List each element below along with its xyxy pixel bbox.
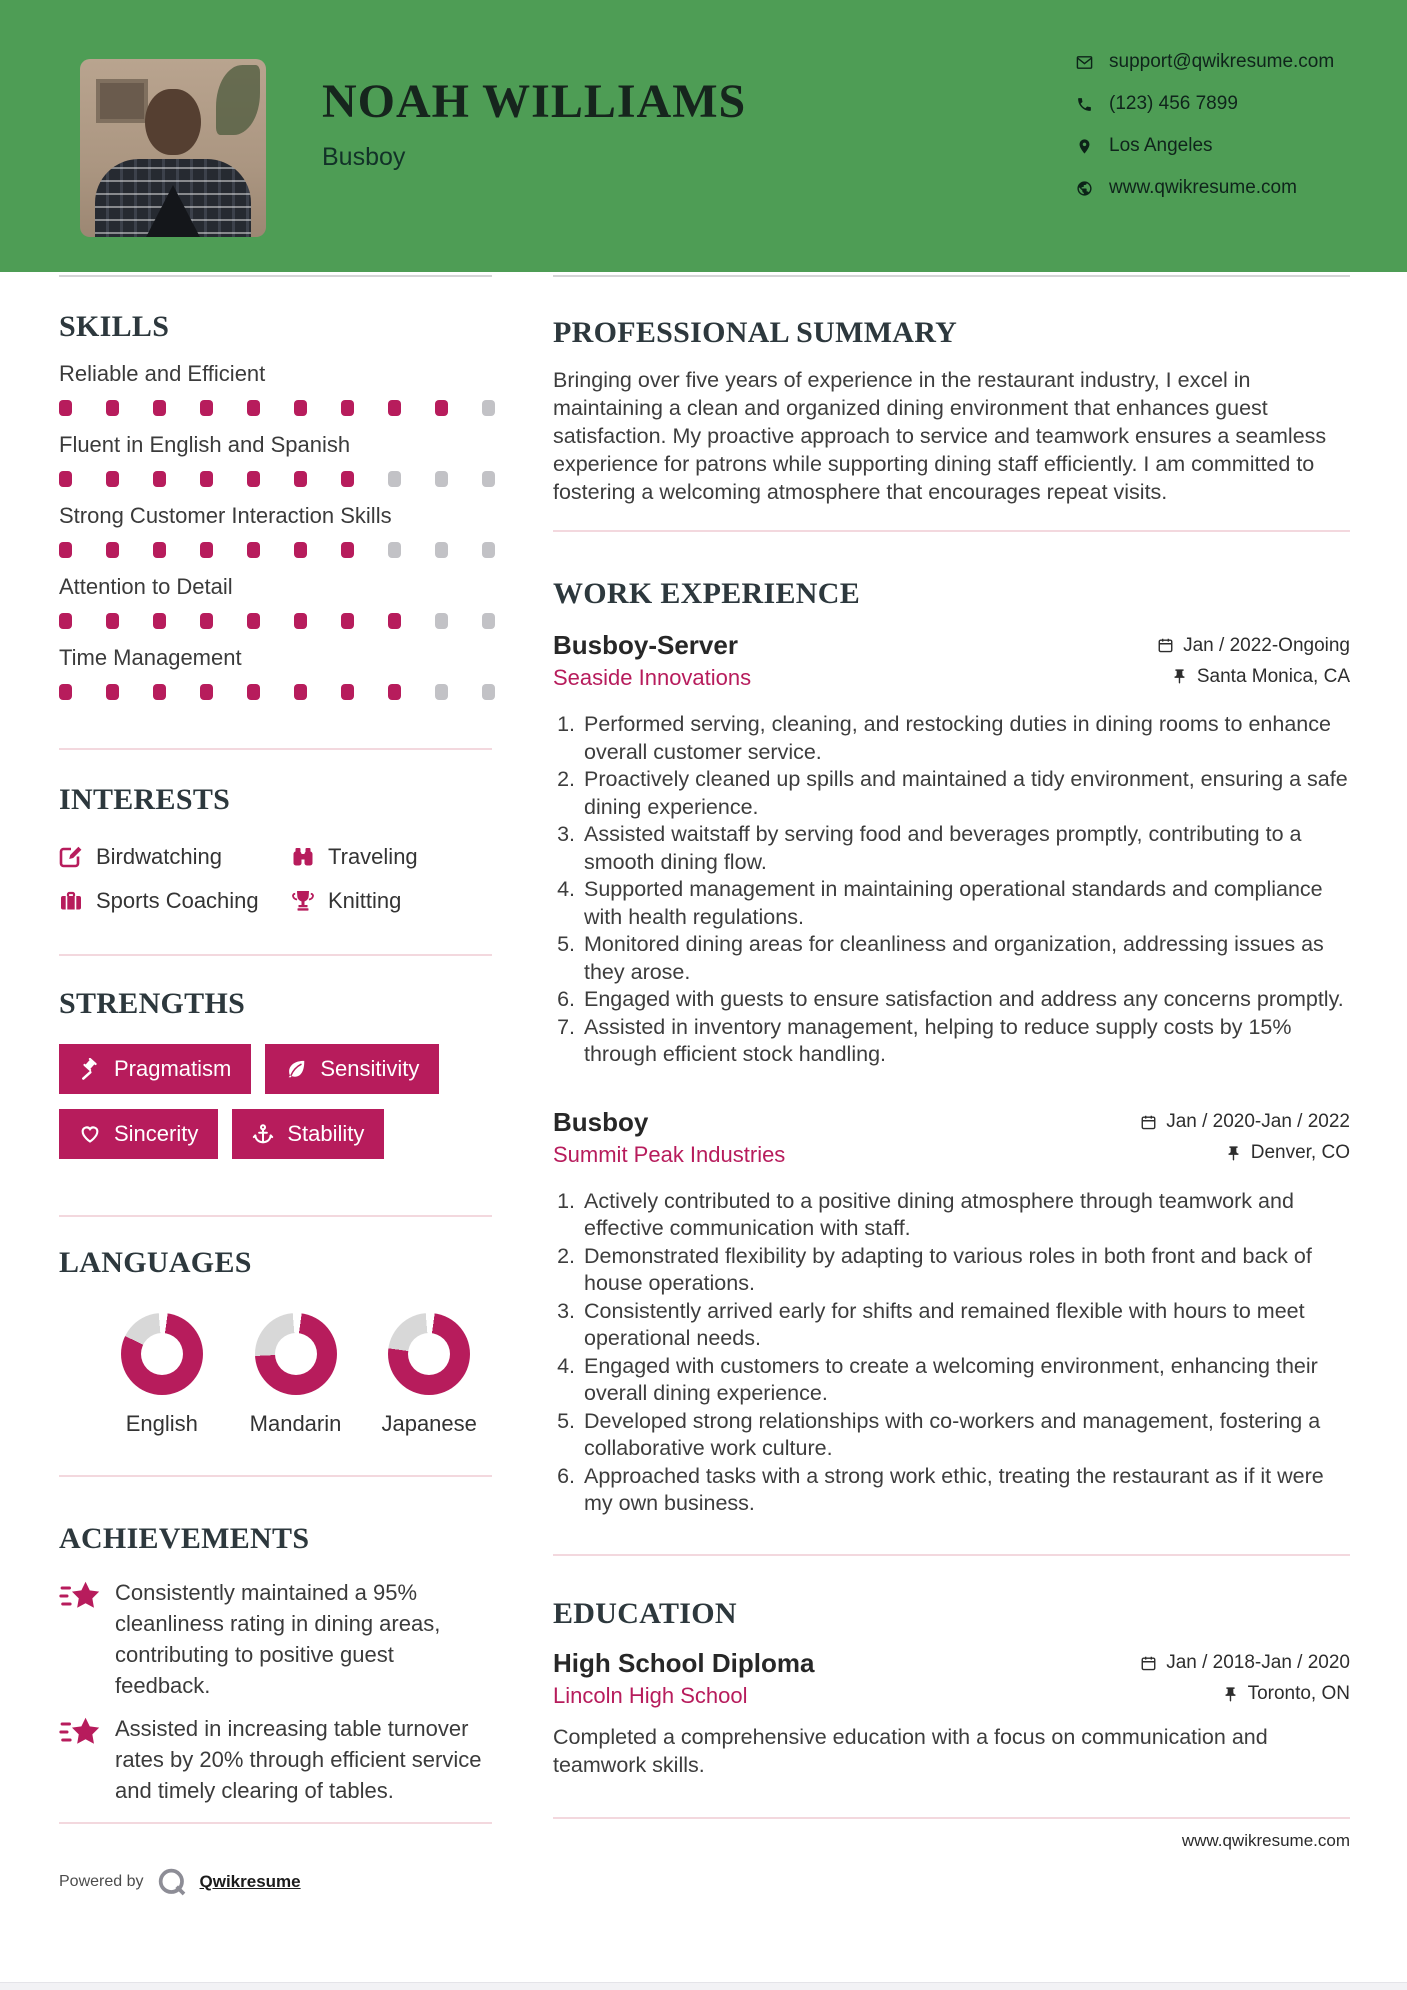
location-icon — [1076, 138, 1093, 155]
language-donut — [388, 1313, 470, 1395]
job-subheader-row — [553, 1142, 1350, 1168]
skill-rating-dot — [294, 400, 307, 416]
header — [0, 0, 1407, 272]
job-point: 1. Performed serving, cleaning, and restocking duties in dining rooms to enhance overall customer service. — [581, 711, 1350, 766]
contact-email — [1076, 48, 1334, 76]
skill-rating-dot — [153, 471, 166, 487]
photo-picture-frame — [96, 79, 148, 123]
skill-rating-dot — [435, 400, 448, 416]
job-point: 2. Proactively cleaned up spills and maintained a tidy environment, ensuring a safe dining experience. — [581, 766, 1350, 821]
contact-list — [1076, 48, 1334, 216]
skill-rating — [59, 613, 492, 629]
bottom-strip — [0, 1982, 1407, 1990]
donut-hole — [275, 1333, 317, 1375]
divider — [553, 530, 1350, 532]
job-location — [1225, 1142, 1350, 1164]
divider — [553, 1817, 1350, 1819]
skill-rating-dot — [59, 542, 72, 558]
phone-icon — [1076, 96, 1093, 113]
job-subheader-row — [553, 665, 1350, 691]
interest-label: Traveling — [328, 844, 418, 869]
language-label: English — [125, 1411, 198, 1436]
divider — [553, 1554, 1350, 1556]
pen-square-icon — [59, 845, 83, 869]
skill-rating-dot — [294, 684, 307, 700]
strength-label: Sensitivity — [320, 1056, 420, 1081]
skill-rating-dot — [341, 542, 354, 558]
divider — [553, 275, 1350, 277]
skill-rating-dot — [294, 613, 307, 629]
skill-rating-dot — [106, 684, 119, 700]
job-location-text: Santa Monica, CA — [1196, 665, 1350, 687]
achievements-heading: ACHIEVEMENTS — [59, 1522, 310, 1555]
education-location-text: Toronto, ON — [1247, 1683, 1350, 1704]
skill-rating-dot — [247, 684, 260, 700]
skill-rating-dot — [200, 471, 213, 487]
skills-heading: SKILLS — [59, 310, 170, 343]
content-columns — [0, 272, 1407, 1898]
language-label: Mandarin — [249, 1411, 342, 1436]
job-point: 2. Demonstrated flexibility by adapting to various roles in both front and back of house operations. — [581, 1243, 1350, 1298]
skill-rating-dot — [59, 613, 72, 629]
powered-by-label: Powered by — [59, 1873, 144, 1890]
interest-item — [291, 888, 492, 914]
interest-item — [291, 844, 492, 870]
gavel-icon — [79, 1058, 101, 1080]
skill-rating-dot — [200, 684, 213, 700]
photo-plant — [216, 65, 260, 135]
education-header-row — [553, 1648, 1350, 1679]
skill-rating-dot — [435, 542, 448, 558]
shooting-star-icon — [59, 1579, 101, 1613]
skill-rating-dot — [388, 613, 401, 629]
skill-rating-dot — [482, 613, 495, 629]
job-point: 5. Monitored dining areas for cleanliness and organization, addressing issues as they arose. — [581, 931, 1350, 986]
pushpin-icon — [1225, 1145, 1242, 1162]
education-entry — [553, 1648, 1350, 1779]
interest-label: Birdwatching — [96, 844, 222, 869]
contact-phone-text: (123) 456 7899 — [1109, 93, 1238, 114]
contact-phone — [1076, 90, 1334, 118]
language-item — [99, 1313, 225, 1437]
skill-rating-dot — [435, 471, 448, 487]
job-dates-text: Jan / 2022-Ongoing — [1183, 634, 1350, 656]
skill-rating — [59, 400, 492, 416]
education-description: Completed a comprehensive education with a focus on communication and teamwork skills. — [553, 1724, 1268, 1777]
skill-rating-dot — [247, 542, 260, 558]
skill-rating-dot — [153, 684, 166, 700]
divider — [59, 748, 492, 750]
job-point: 1. Actively contributed to a positive dining atmosphere through teamwork and effective communication with staff. — [581, 1188, 1350, 1243]
skill-rating-dot — [388, 400, 401, 416]
contact-email-text: support@qwikresume.com — [1109, 51, 1335, 72]
language-donut — [121, 1313, 203, 1395]
skill-label: Time Management — [59, 645, 242, 670]
skill-rating-dot — [200, 542, 213, 558]
donut-hole — [408, 1333, 450, 1375]
job-entry — [553, 630, 1350, 1069]
job-header-row — [553, 1107, 1350, 1138]
summary-text: Bringing over five years of experience in the restaurant industry, I excel in maintaining a clean and organized dining environment that enhances guest satisfaction. My proactive approach to service and teamwork ensures a seamless experience for patrons while supporting dining staff efficiently. I am committed to fostering a welcoming atmosphere that encourages repeat visits. — [553, 368, 1327, 504]
education-school: Lincoln High School — [553, 1682, 748, 1708]
achievement-text: Consistently maintained a 95% cleanliness rating in dining areas, contributing to positive guest feedback. — [115, 1580, 441, 1698]
skill-rating-dot — [200, 613, 213, 629]
strength-badge — [232, 1109, 384, 1159]
skill-rating-dot — [247, 613, 260, 629]
achievement-item — [59, 1713, 492, 1806]
calendar-icon — [1140, 1114, 1157, 1131]
strengths-heading: STRENGTHS — [59, 987, 246, 1020]
strength-badge — [265, 1044, 439, 1094]
job-point: 4. Engaged with customers to create a welcoming environment, enhancing their overall dining experience. — [581, 1353, 1350, 1408]
strengths-badges — [59, 1044, 492, 1159]
skill-rating-dot — [59, 400, 72, 416]
skill-label: Strong Customer Interaction Skills — [59, 503, 392, 528]
job-entry — [553, 1107, 1350, 1518]
contact-location — [1076, 132, 1334, 160]
skill-rating-dot — [59, 471, 72, 487]
donut-hole — [141, 1333, 183, 1375]
skill-rating-dot — [482, 542, 495, 558]
achievement-item — [59, 1577, 492, 1701]
skill-rating-dot — [200, 400, 213, 416]
education-dates — [1140, 1652, 1350, 1674]
skill-item — [59, 359, 492, 416]
education-subheader-row — [553, 1683, 1350, 1709]
job-point: 4. Supported management in maintaining operational standards and compliance with health regulations. — [581, 876, 1350, 931]
contact-location-text: Los Angeles — [1109, 135, 1213, 156]
job-header-row — [553, 630, 1350, 661]
photo-person-head — [145, 89, 201, 155]
powered-by — [59, 1866, 492, 1898]
interests-grid — [59, 844, 492, 914]
education-dates-text: Jan / 2018-Jan / 2020 — [1166, 1652, 1350, 1673]
job-point: 5. Developed strong relationships with co-workers and management, fostering a collaborative work culture. — [581, 1408, 1350, 1463]
achievement-text: Assisted in increasing table turnover rates by 20% through efficient service and timely clearing of tables. — [115, 1716, 482, 1803]
strength-label: Pragmatism — [114, 1056, 232, 1081]
skill-rating-dot — [341, 613, 354, 629]
skill-rating-dot — [482, 684, 495, 700]
contact-website-text: www.qwikresume.com — [1109, 177, 1297, 198]
job-point: 6. Approached tasks with a strong work ethic, treating the restaurant as if it were my own business. — [581, 1463, 1350, 1518]
skill-item — [59, 572, 492, 629]
skill-rating-dot — [247, 471, 260, 487]
job-point: 6. Engaged with guests to ensure satisfaction and address any concerns promptly. — [581, 986, 1350, 1014]
pushpin-icon — [1222, 1686, 1239, 1703]
skill-rating-dot — [388, 542, 401, 558]
job-dates — [1140, 1111, 1350, 1133]
job-point: 7. Assisted in inventory management, helping to reduce supply costs by 15% through efficient stock handling. — [581, 1014, 1350, 1069]
job-title: Busboy — [553, 1106, 649, 1137]
skill-rating-dot — [294, 542, 307, 558]
skill-item — [59, 430, 492, 487]
job-points-list — [553, 1188, 1350, 1518]
divider — [59, 1215, 492, 1217]
skill-rating-dot — [106, 542, 119, 558]
heart-icon — [79, 1123, 101, 1145]
skill-rating — [59, 684, 492, 700]
strength-badge — [59, 1044, 251, 1094]
skill-rating-dot — [247, 400, 260, 416]
strength-badge — [59, 1109, 218, 1159]
identity-block — [322, 74, 746, 172]
globe-icon — [1076, 180, 1093, 197]
job-location-text: Denver, CO — [1250, 1142, 1350, 1163]
skill-rating-dot — [59, 684, 72, 700]
interests-heading: INTERESTS — [59, 783, 231, 816]
candidate-job-title: Busboy — [322, 143, 406, 171]
interest-label: Knitting — [328, 888, 402, 913]
strength-label: Stability — [287, 1121, 365, 1146]
language-donut — [255, 1313, 337, 1395]
skill-rating-dot — [388, 471, 401, 487]
footer-website: www.qwikresume.com — [1181, 1830, 1350, 1850]
briefcase-icon — [59, 889, 83, 913]
job-location — [1171, 666, 1350, 688]
job-point: 3. Consistently arrived early for shifts and remained flexible with hours to meet operational needs. — [581, 1298, 1350, 1353]
job-company: Summit Peak Industries — [553, 1141, 786, 1167]
skill-rating-dot — [341, 684, 354, 700]
divider — [59, 1822, 492, 1824]
trophy-icon — [291, 889, 315, 913]
education-heading: EDUCATION — [553, 1596, 737, 1630]
job-title: Busboy-Server — [553, 630, 738, 660]
qwikresume-logo-icon — [156, 1866, 188, 1898]
education-location — [1222, 1683, 1350, 1705]
skill-rating-dot — [106, 400, 119, 416]
leaf-icon — [285, 1058, 307, 1080]
job-dates-text: Jan / 2020-Jan / 2022 — [1166, 1111, 1350, 1132]
job-points-list — [553, 711, 1350, 1069]
right-column — [553, 272, 1350, 1851]
anchor-icon — [252, 1123, 274, 1145]
calendar-icon — [1140, 1655, 1157, 1672]
skill-label: Reliable and Efficient — [59, 361, 266, 386]
profile-photo — [80, 59, 266, 237]
job-dates — [1157, 635, 1350, 657]
languages-heading: LANGUAGES — [59, 1246, 252, 1279]
education-degree: High School Diploma — [553, 1647, 815, 1678]
job-point: 3. Assisted waitstaff by serving food and beverages promptly, contributing to a smooth dining flow. — [581, 821, 1350, 876]
divider — [59, 954, 492, 956]
work-experience-heading: WORK EXPERIENCE — [553, 577, 861, 610]
skill-rating-dot — [482, 400, 495, 416]
divider — [59, 275, 492, 277]
skill-rating-dot — [388, 684, 401, 700]
skill-rating-dot — [294, 471, 307, 487]
skill-item — [59, 643, 492, 700]
email-icon — [1076, 54, 1093, 71]
strength-label: Sincerity — [114, 1121, 199, 1146]
interest-label: Sports Coaching — [96, 888, 259, 913]
skill-rating-dot — [341, 471, 354, 487]
pushpin-icon — [1171, 668, 1188, 685]
skill-label: Fluent in English and Spanish — [59, 432, 351, 457]
skill-rating — [59, 471, 492, 487]
skill-rating-dot — [435, 684, 448, 700]
language-label: Japanese — [381, 1411, 477, 1436]
language-item — [366, 1313, 492, 1437]
interest-item — [59, 888, 291, 914]
skill-rating-dot — [435, 613, 448, 629]
candidate-name: NOAH WILLIAMS — [322, 75, 747, 128]
shooting-star-icon — [59, 1715, 101, 1749]
skill-rating — [59, 542, 492, 558]
skill-rating-dot — [341, 400, 354, 416]
skill-rating-dot — [106, 471, 119, 487]
left-column — [59, 272, 492, 1898]
job-company: Seaside Innovations — [553, 665, 752, 690]
binoculars-icon — [291, 845, 315, 869]
skill-label: Attention to Detail — [59, 574, 233, 599]
skill-rating-dot — [153, 400, 166, 416]
languages-row — [59, 1313, 492, 1437]
calendar-icon — [1157, 637, 1174, 654]
skill-rating-dot — [153, 542, 166, 558]
skill-item — [59, 501, 492, 558]
qwikresume-link[interactable]: Qwikresume — [199, 1872, 301, 1891]
skill-rating-dot — [106, 613, 119, 629]
language-item — [233, 1313, 359, 1437]
contact-website — [1076, 174, 1334, 202]
interest-item — [59, 844, 291, 870]
skill-rating-dot — [153, 613, 166, 629]
summary-heading: PROFESSIONAL SUMMARY — [553, 316, 958, 349]
skill-rating-dot — [482, 471, 495, 487]
divider — [59, 1475, 492, 1477]
